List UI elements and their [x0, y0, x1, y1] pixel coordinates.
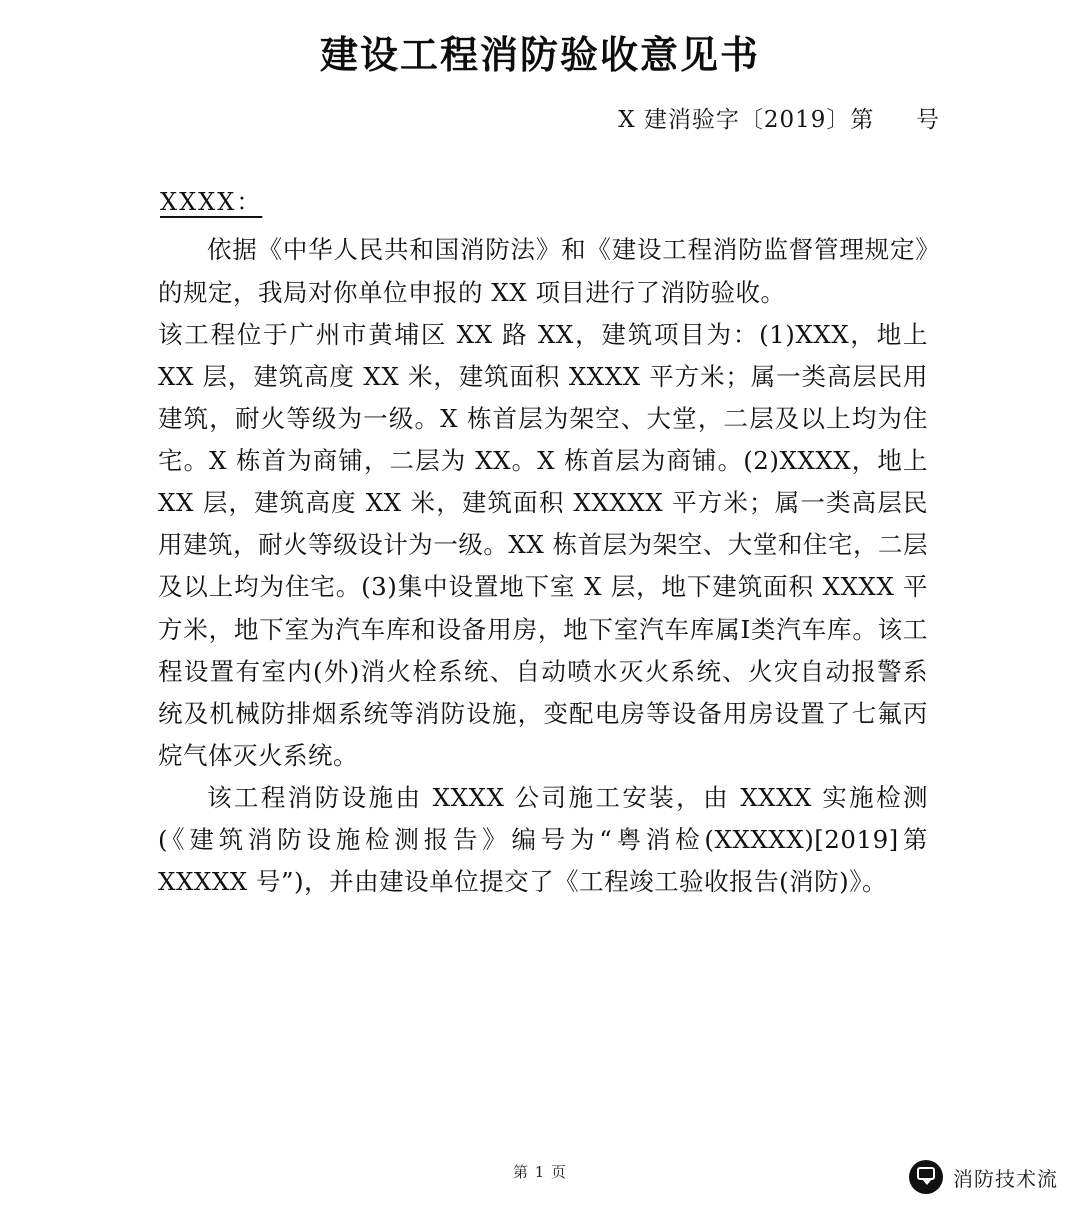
page-title: 建设工程消防验收意见书 — [319, 32, 760, 77]
paragraph: 依据《中华人民共和国消防法》和《建设工程消防监督管理规定》的规定，我局对你单位申报的 XX 项目进行了消防验收。 — [158, 235, 928, 307]
watermark — [909, 1160, 1058, 1194]
recipient-line — [0, 134, 1080, 217]
page-number: 第 1 页 — [512, 1163, 568, 1181]
watermark-label: 消防技术流 — [953, 1166, 1058, 1191]
document-page — [0, 30, 1080, 1218]
wechat-official-account-icon — [909, 1160, 943, 1194]
document-body — [158, 229, 928, 903]
paragraph: 该工程消防设施由 XXXX 公司施工安装，由 XXXX 实施检测(《建筑消防设施检测报告》编号为“粤消检(XXXXX)[2019]第 XXXXX 号”)，并由建设单位提交了《工程竣工验收报告(消防)》。 — [158, 783, 928, 897]
paragraph: 该工程位于广州市黄埔区 XX 路 XX，建筑项目为：(1)XXX，地上 XX 层，建筑高度 XX 米，建筑面积 XXXX 平方米；属一类高层民用建筑，耐火等级为一级。X 栋首层为架空、大堂，二层及以上均为住宅。X 栋首为商铺，二层为 XX。X 栋首层为商铺。(2)XXXX，地上 XX 层，建筑高度 XX 米，建筑面积 XXXXX 平方米；属一类高层民用建筑，耐火等级设计为一级。XX 栋首层为架空、大堂和住宅，二层及以上均为住宅。(3)集中设置地下室 X 层，地下建筑面积 XXXX 平方米，地下室为汽车库和设备用房，地下室汽车库属Ⅰ类汽车库。该工程设置有室内(外)消火栓系统、自动喷水灭火系统、火灾自动报警系统及机械防排烟系统等消防设施，变配电房等设备用房设置了七氟丙烷气体灭火系统。 — [158, 319, 928, 770]
document-number: X 建消验字〔2019〕第 号 — [618, 107, 940, 134]
recipient-name: XXXX： — [160, 188, 263, 217]
